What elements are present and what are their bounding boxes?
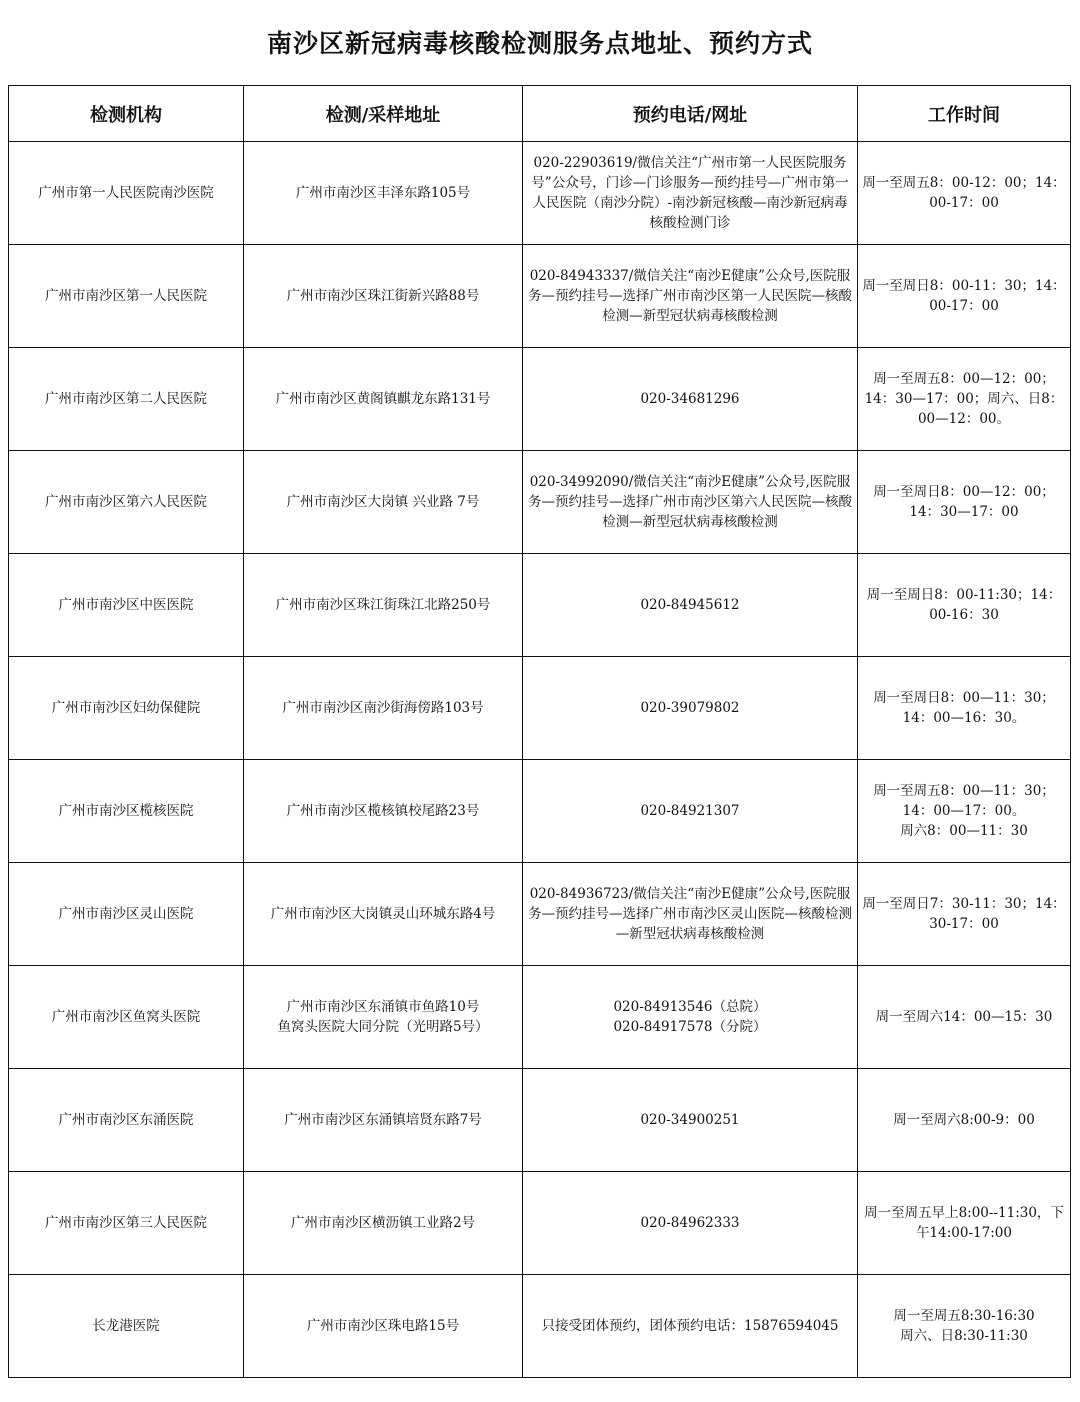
table-row [9,1069,1071,1172]
cell-address: 广州市南沙区珠江街新兴路88号 [244,245,523,348]
table-row [9,657,1071,760]
cell-booking: 020-84945612 [523,554,858,657]
table-row [9,1275,1071,1378]
cell-booking: 020-84921307 [523,760,858,863]
cell-address: 广州市南沙区珠江街珠江北路250号 [244,554,523,657]
testing-sites-table [8,85,1071,1378]
cell-institution: 广州市南沙区东涌医院 [9,1069,244,1172]
cell-address: 广州市南沙区丰泽东路105号 [244,142,523,245]
cell-hours: 周一至周五8：00—12：00；14：30—17：00；周六、日8：00—12：00。 [858,348,1071,451]
cell-booking: 020-84943337/微信关注“南沙E健康”公众号,医院服务—预约挂号—选择广州市南沙区第一人民医院—核酸检测—新型冠状病毒核酸检测 [523,245,858,348]
cell-institution: 广州市南沙区第二人民医院 [9,348,244,451]
header-booking: 预约电话/网址 [523,86,858,142]
cell-hours: 周一至周五早上8:00--11:30，下午14:00-17:00 [858,1172,1071,1275]
cell-institution: 广州市南沙区灵山医院 [9,863,244,966]
cell-hours: 周一至周五8：00—11：30；14：00—17：00。 周六8：00—11：30 [858,760,1071,863]
header-institution: 检测机构 [9,86,244,142]
table-row [9,760,1071,863]
cell-booking: 只接受团体预约，团体预约电话：15876594045 [523,1275,858,1378]
page-title: 南沙区新冠病毒核酸检测服务点地址、预约方式 [266,29,813,58]
cell-booking: 020-84936723/微信关注“南沙E健康”公众号,医院服务—预约挂号—选择广州市南沙区灵山医院—核酸检测—新型冠状病毒核酸检测 [523,863,858,966]
cell-booking: 020-84962333 [523,1172,858,1275]
cell-institution: 广州市南沙区第一人民医院 [9,245,244,348]
cell-institution: 广州市南沙区中医医院 [9,554,244,657]
table-row [9,554,1071,657]
cell-booking: 020-34992090/微信关注“南沙E健康”公众号,医院服务—预约挂号—选择广州市南沙区第六人民医院—核酸检测—新型冠状病毒核酸检测 [523,451,858,554]
cell-address: 广州市南沙区南沙街海傍路103号 [244,657,523,760]
cell-booking: 020-39079802 [523,657,858,760]
cell-institution: 长龙港医院 [9,1275,244,1378]
cell-booking: 020-34900251 [523,1069,858,1172]
cell-address: 广州市南沙区黄阁镇麒龙东路131号 [244,348,523,451]
cell-hours: 周一至周五8：00-12：00；14：00-17：00 [858,142,1071,245]
cell-hours: 周一至周日8：00-11:30；14：00-16：30 [858,554,1071,657]
cell-institution: 广州市南沙区榄核医院 [9,760,244,863]
header-address: 检测/采样地址 [244,86,523,142]
table-row [9,142,1071,245]
cell-institution: 广州市南沙区第六人民医院 [9,451,244,554]
cell-hours: 周一至周六14：00—15：30 [858,966,1071,1069]
table-row [9,863,1071,966]
cell-hours: 周一至周日8：00—11：30；14：00—16：30。 [858,657,1071,760]
cell-hours: 周一至周日8：00-11：30；14：00-17：00 [858,245,1071,348]
cell-address: 广州市南沙区横沥镇工业路2号 [244,1172,523,1275]
cell-hours: 周一至周日7：30-11：30；14：30-17：00 [858,863,1071,966]
table-row [9,245,1071,348]
cell-booking: 020-22903619/微信关注“广州市第一人民医院服务号”公众号，门诊—门诊服务—预约挂号—广州市第一人民医院（南沙分院）-南沙新冠核酸—南沙新冠病毒核酸检测门诊 [523,142,858,245]
cell-address: 广州市南沙区榄核镇校尾路23号 [244,760,523,863]
cell-institution: 广州市南沙区第三人民医院 [9,1172,244,1275]
cell-institution: 广州市南沙区妇幼保健院 [9,657,244,760]
cell-address: 广州市南沙区珠电路15号 [244,1275,523,1378]
table-row [9,966,1071,1069]
table-row [9,451,1071,554]
cell-booking: 020-84913546（总院） 020-84917578（分院） [523,966,858,1069]
cell-hours: 周一至周六8:00-9：00 [858,1069,1071,1172]
cell-hours: 周一至周五8:30-16:30 周六、日8:30-11:30 [858,1275,1071,1378]
cell-address: 广州市南沙区大岗镇 兴业路 7号 [244,451,523,554]
cell-booking: 020-34681296 [523,348,858,451]
cell-institution: 广州市南沙区鱼窝头医院 [9,966,244,1069]
table-row [9,1172,1071,1275]
cell-hours: 周一至周日8：00—12：00；14：30—17：00 [858,451,1071,554]
cell-address: 广州市南沙区大岗镇灵山环城东路4号 [244,863,523,966]
cell-address: 广州市南沙区东涌镇培贤东路7号 [244,1069,523,1172]
header-hours: 工作时间 [858,86,1071,142]
cell-address: 广州市南沙区东涌镇市鱼路10号 鱼窝头医院大同分院（光明路5号） [244,966,523,1069]
cell-institution: 广州市第一人民医院南沙医院 [9,142,244,245]
table-row [9,348,1071,451]
table-header-row [9,86,1071,142]
